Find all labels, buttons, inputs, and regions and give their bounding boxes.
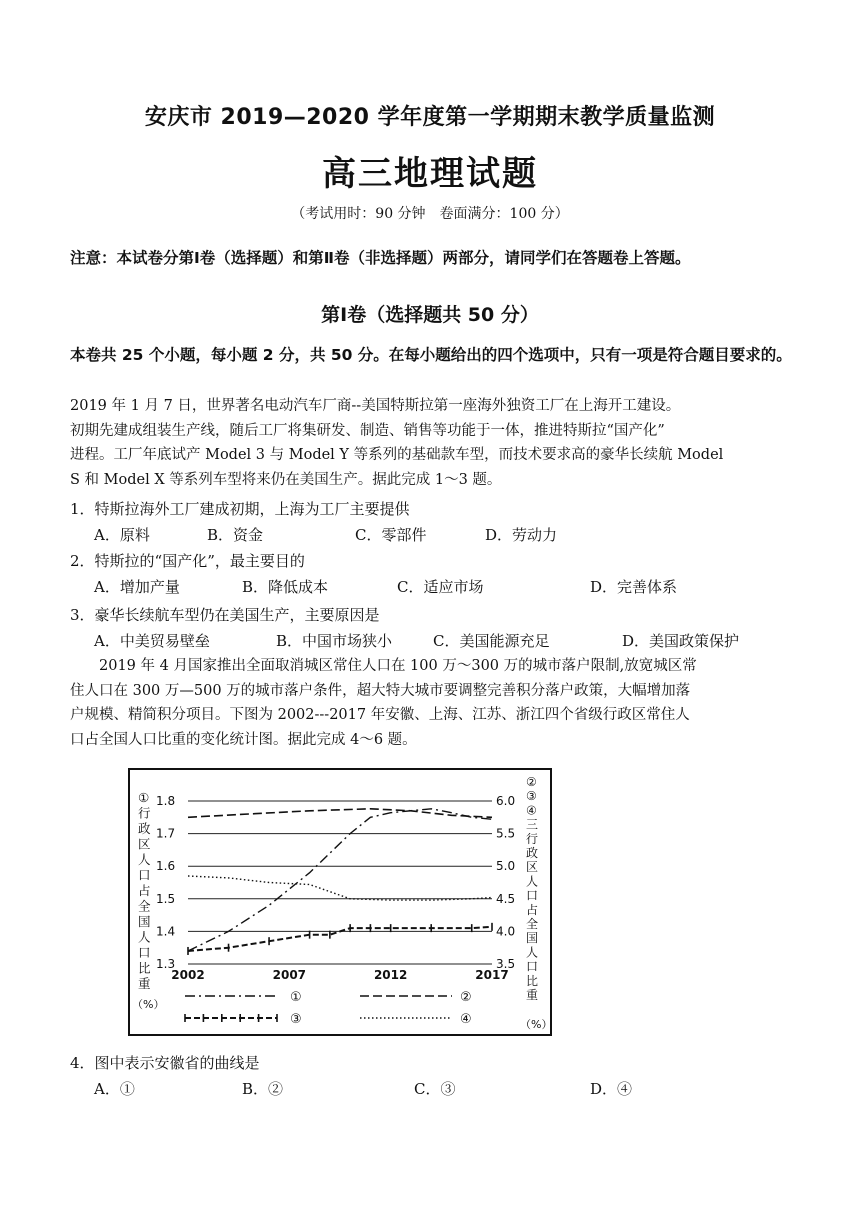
passage-line: 户规模、精简积分项目。下图为 2002---2017 年安徽、上海、江苏、浙江四个省级行政区常住人 (70, 707, 690, 723)
passage-1 (70, 394, 795, 492)
q1-option-c[interactable]: C．零部件 (355, 526, 427, 544)
left-axis-label-char: 口 (138, 945, 151, 960)
passage-line: S 和 Model X 等系列车型将来仍在美国生产。据此完成 1～3 题。 (70, 471, 502, 488)
left-tick-label: 1.5 (156, 891, 176, 906)
left-axis-label-char: 行 (138, 805, 151, 821)
left-tick-label: 1.6 (156, 859, 176, 874)
left-axis-label-char: 人 (138, 852, 151, 867)
left-axis-label-char: 区 (138, 836, 151, 852)
right-axis-label-char: 行 (526, 831, 539, 846)
legend-label: ② (460, 990, 472, 1005)
question-2-stem: 2．特斯拉的“国产化”，最主要目的 (70, 552, 305, 570)
right-axis-label-char: 国 (526, 931, 539, 946)
population-chart (128, 768, 552, 1036)
left-tick-label: 1.7 (156, 826, 176, 841)
right-axis-label-char: 重 (526, 988, 539, 1002)
x-tick-label: 2002 (171, 968, 205, 982)
left-axis-unit: （%） (132, 998, 165, 1011)
right-axis-label-char: 人 (526, 945, 539, 960)
legend-label: ① (290, 990, 302, 1005)
passage-2 (70, 654, 795, 752)
series-line-④ (188, 876, 492, 900)
left-axis-label-char: 占 (138, 883, 151, 898)
right-axis-label-char: 政 (526, 846, 539, 860)
right-axis-label-char: 占 (526, 902, 539, 917)
q4-option-c[interactable]: C．③ (414, 1080, 456, 1098)
population-chart-svg (130, 770, 553, 1033)
legend-label: ④ (460, 1012, 472, 1027)
passage-line: 口占全国人口比重的变化统计图。据此完成 4～6 题。 (70, 731, 417, 748)
right-axis-label-char: 口 (526, 959, 539, 974)
left-tick-label: 1.8 (156, 794, 176, 808)
passage-line: 2019 年 4 月国家推出全面取消城区常住人口在 100 万～300 万的城市落户限制,放宽城区常 (70, 658, 697, 674)
question-1-stem: 1．特斯拉海外工厂建成初期，上海为工厂主要提供 (70, 500, 410, 518)
left-axis-label-char: 全 (138, 898, 151, 914)
left-tick-label: 1.3 (156, 957, 176, 971)
q2-option-d[interactable]: D．完善体系 (590, 578, 678, 596)
x-tick-label: 2012 (373, 968, 408, 982)
q2-option-a[interactable]: A．增加产量 (94, 578, 180, 596)
q4-option-b[interactable]: B．② (242, 1080, 284, 1098)
right-tick-label: 3.5 (496, 957, 516, 971)
legend-label: ③ (290, 1012, 302, 1027)
right-tick-label: 4.5 (496, 891, 516, 906)
right-axis-label-char: ④ (526, 803, 537, 818)
left-axis-label-char: 重 (138, 976, 151, 991)
right-axis-label-char: 全 (526, 917, 539, 931)
series-line-③ (188, 927, 492, 951)
right-axis-label-char: 比 (526, 973, 539, 988)
exam-info: （考试用时：90 分钟 卷面满分：100 分） (291, 206, 569, 222)
passage-line: 住人口在 300 万—500 万的城市落户条件，超大特大城市要调整完善积分落户政策，大幅增加落 (70, 682, 691, 699)
series-line-② (188, 809, 492, 818)
left-axis-label-char: ① (138, 790, 150, 805)
q4-option-a[interactable]: A．① (94, 1080, 135, 1098)
x-tick-label: 2007 (272, 968, 307, 982)
q2-option-c[interactable]: C．适应市场 (397, 578, 484, 596)
section-instructions: 本卷共 25 个小题，每小题 2 分，共 50 分。在每小题给出的四个选项中，只有一项是符合题目要求的。 (70, 346, 792, 364)
q3-option-c[interactable]: C．美国能源充足 (433, 632, 550, 650)
q1-option-d[interactable]: D．劳动力 (485, 526, 558, 544)
left-axis-label-char: 国 (138, 914, 151, 929)
q3-option-a[interactable]: A．中美贸易壁垒 (94, 632, 210, 650)
right-tick-label: 6.0 (496, 794, 516, 808)
right-tick-label: 4.0 (496, 924, 516, 939)
right-axis-unit: （%） (520, 1018, 553, 1031)
q1-option-a[interactable]: A．原料 (94, 526, 150, 544)
exam-title: 安庆市 2019—2020 学年度第一学期期末教学质量监测 (144, 105, 716, 130)
right-tick-label: 5.0 (496, 859, 516, 874)
passage-line: 2019 年 1 月 7 日，世界著名电动汽车厂商--美国特斯拉第一座海外独资工厂在上海开工建设。 (70, 398, 681, 414)
series-line-① (188, 809, 492, 951)
question-3-stem: 3．豪华长续航车型仍在美国生产，主要原因是 (70, 606, 380, 624)
passage-line: 进程。工厂年底试产 Model 3 与 Model Y 等系列的基础款车型，而技术要求高的豪华长续航 Model (70, 447, 724, 463)
notice: 注意：本试卷分第Ⅰ卷（选择题）和第Ⅱ卷（非选择题）两部分，请同学们在答题卷上答题。 (70, 249, 691, 267)
passage-line: 初期先建成组装生产线，随后工厂将集研发、制造、销售等功能于一体，推进特斯拉“国产化” (70, 422, 665, 439)
q4-option-d[interactable]: D．④ (590, 1080, 633, 1098)
q3-option-b[interactable]: B．中国市场狭小 (276, 632, 393, 650)
right-axis-label-char: ② (526, 775, 537, 789)
question-4-stem: 4．图中表示安徽省的曲线是 (70, 1054, 260, 1072)
left-axis-label-char: 人 (138, 929, 151, 945)
right-axis-label-char: 口 (526, 888, 539, 903)
q2-option-b[interactable]: B．降低成本 (242, 578, 329, 596)
q3-option-d[interactable]: D．美国政策保护 (622, 632, 740, 650)
x-tick-label: 2017 (475, 968, 509, 982)
right-axis-label-char: 人 (526, 874, 539, 889)
right-axis-label-char: 三 (526, 817, 539, 832)
subject-title: 高三地理试题 (322, 154, 538, 194)
q1-option-b[interactable]: B．资金 (207, 526, 264, 544)
right-axis-label-char: ③ (526, 789, 537, 804)
left-axis-label-char: 比 (138, 960, 151, 976)
left-axis-label-char: 政 (138, 821, 151, 836)
right-axis-label-char: 区 (526, 860, 539, 875)
right-tick-label: 5.5 (496, 826, 516, 841)
left-tick-label: 1.4 (156, 924, 176, 939)
left-axis-label-char: 口 (138, 867, 151, 883)
section-title: 第Ⅰ卷（选择题共 50 分） (321, 304, 539, 326)
